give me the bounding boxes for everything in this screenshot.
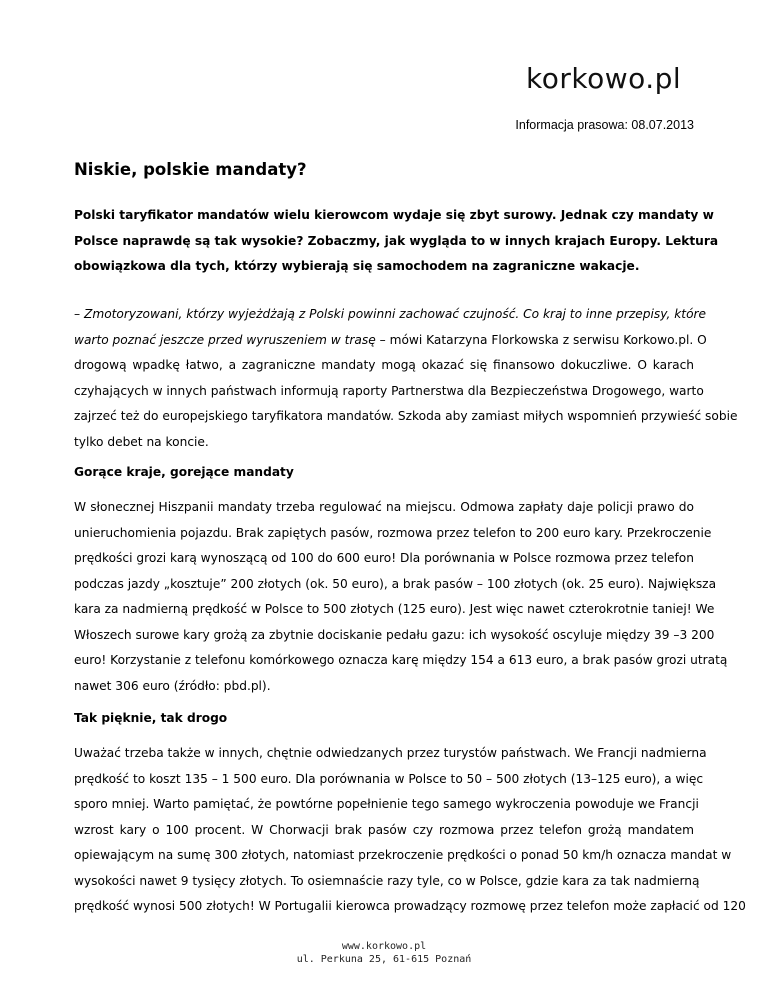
lead-line: Polsce naprawdę są tak wysokie? Zobaczmy, jak wygląda to w innych krajach Europy. Lektura <box>74 233 719 248</box>
body-line: nawet 306 euro (źródło: pbd.pl). <box>74 678 271 693</box>
quote-line: – Zmotoryzowani, którzy wyjeżdżają z Polski powinni zachować czujność. Co kraj to inne przepisy, które <box>74 307 707 321</box>
quote-italic-text: warto poznać jeszcze przed wyruszeniem w trasę <box>74 332 376 347</box>
section-beautiful-expensive-body <box>74 741 746 920</box>
body-line: euro! Korzystanie z telefonu komórkowego oznacza karę między 154 a 613 euro, a brak pasów grozi utratą <box>74 653 728 667</box>
body-line: podczas jazdy „kosztuje” 200 złotych (ok. 50 euro), a brak pasów – 100 złotych (ok. 25 euro). Największa <box>74 576 717 591</box>
lead-line: obowiązkowa dla tych, którzy wybierają się samochodem na zagraniczne wakacje. <box>74 259 640 273</box>
quote-line: tylko debet na koncie. <box>74 434 209 449</box>
body-line: wysokości nawet 9 tysięcy złotych. To osiemnaście razy tyle, co w Polsce, gdzie kara za tak nadmierną <box>74 873 700 888</box>
lead-paragraph <box>74 203 719 280</box>
section-hot-countries-body <box>74 495 728 699</box>
footer-website: www.korkowo.pl <box>341 941 427 952</box>
quote-line: drogową wpadkę łatwo, a zagraniczne mandaty mogą okazać się finansowo dokuczliwe. O karach <box>74 358 694 372</box>
body-line: Uważać trzeba także w innych, chętnie odwiedzanych przez turystów państwach. We Francji nadmierna <box>74 746 707 760</box>
page-title: Niskie, polskie mandaty? <box>74 160 307 179</box>
body-line: wzrost kary o 100 procent. W Chorwacji brak pasów czy rozmowa przez telefon grożą mandatem <box>74 822 694 837</box>
footer-address: ul. Perkuna 25, 61-615 Poznań <box>296 954 472 965</box>
quote-line <box>74 328 707 354</box>
page-footer <box>0 940 768 966</box>
body-line: prędkości grozi karą wynoszącą od 100 do 600 euro! Dla porównania w Polsce rozmowa przez telefon <box>74 551 694 565</box>
section-heading-hot-countries: Gorące kraje, gorejące mandaty <box>74 465 294 479</box>
body-line: Włoszech surowe kary grożą za zbytnie dociskanie pedału gazu: ich wysokość oscyluje między 39 –3 200 <box>74 627 715 642</box>
body-line: prędkość to koszt 135 – 1 500 euro. Dla porównania w Polsce to 50 – 500 złotych (13–125 euro), a więc <box>74 771 704 786</box>
quote-attribution: – mówi Katarzyna Florkowska z serwisu Korkowo.pl. O <box>375 332 707 347</box>
body-line: opiewającym na sumę 300 złotych, natomiast przekroczenie prędkości o ponad 50 km/h oznacza mandat w <box>74 848 732 862</box>
section-heading-beautiful-expensive: Tak pięknie, tak drogo <box>74 711 228 725</box>
press-release-date: Informacja prasowa: 08.07.2013 <box>515 118 694 132</box>
lead-line: Polski taryfikator mandatów wielu kierowcom wydaje się zbyt surowy. Jednak czy mandaty w <box>74 208 714 222</box>
quote-paragraph <box>74 302 738 455</box>
body-line: prędkość wynosi 500 złotych! W Portugalii kierowca prowadzący rozmowę przez telefon może zapłacić od 120 <box>74 899 746 913</box>
body-line: unieruchomienia pojazdu. Brak zapiętych pasów, rozmowa przez telefon to 200 euro kary. Przekroczenie <box>74 525 712 540</box>
body-line: W słonecznej Hiszpanii mandaty trzeba regulować na miejscu. Odmowa zapłaty daje policji prawo do <box>74 500 694 514</box>
body-line: sporo mniej. Warto pamiętać, że powtórne popełnienie tego samego wykroczenia powoduje we Francji <box>74 797 699 811</box>
korkowo-logo: korkowo.pl <box>526 62 682 95</box>
body-line: kara za nadmierną prędkość w Polsce to 500 złotych (125 euro). Jest więc nawet czterokrotnie taniej! We <box>74 602 715 616</box>
quote-line: czyhających w innych państwach informują raporty Partnerstwa dla Bezpieczeństwa Drogowego, warto <box>74 383 704 398</box>
quote-line: zajrzeć też do europejskiego taryfikatora mandatów. Szkoda aby zamiast miłych wspomnień przywieść sobie <box>74 409 738 423</box>
